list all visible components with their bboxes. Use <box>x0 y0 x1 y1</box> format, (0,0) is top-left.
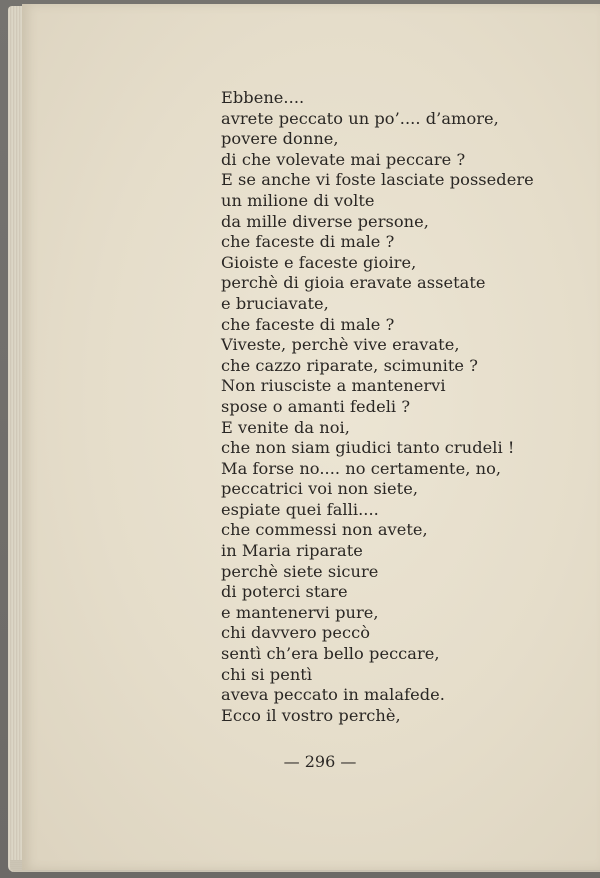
poem-line: perchè siete sicure <box>221 561 379 581</box>
poem-line: peccatrici voi non siete, <box>221 479 419 499</box>
poem-line: chi si pentì <box>221 664 313 684</box>
poem-line: spose o amanti fedeli ? <box>221 396 411 416</box>
poem-text <box>221 88 561 726</box>
page-number-footer <box>0 752 600 771</box>
poem-line: e mantenervi pure, <box>221 602 379 622</box>
poem-line: che faceste di male ? <box>221 232 395 252</box>
poem-line: di che volevate mai peccare ? <box>221 149 466 169</box>
poem-line: un milione di volte <box>221 190 375 210</box>
poem-line: che faceste di male ? <box>221 314 395 334</box>
poem-line: perchè di gioia eravate assetate <box>221 273 486 293</box>
poem-line: Viveste, perchè vive eravate, <box>221 335 460 355</box>
poem-line: e bruciavate, <box>221 293 329 313</box>
poem-line: avrete peccato un po’.... d’amore, <box>221 108 499 128</box>
poem-line: Gioiste e faceste gioire, <box>221 252 417 272</box>
poem-line: chi davvero peccò <box>221 623 370 643</box>
poem-line: che cazzo riparate, scimunite ? <box>221 355 478 375</box>
poem-line: E se anche vi foste lasciate possedere <box>221 170 534 190</box>
poem-line: sentì ch’era bello peccare, <box>221 644 440 664</box>
poem-line: povere donne, <box>221 129 339 149</box>
poem-line: Ma forse no.... no certamente, no, <box>221 458 502 478</box>
poem-line: Ecco il vostro perchè, <box>221 705 401 725</box>
poem-line: aveva peccato in malafede. <box>221 685 445 705</box>
poem-line: espiate quei falli.... <box>221 499 379 519</box>
poem-line: che non siam giudici tanto crudeli ! <box>221 438 515 458</box>
poem-line: che commessi non avete, <box>221 520 428 540</box>
poem-line: E venite da noi, <box>221 417 350 437</box>
page-number: — 296 — <box>283 752 357 771</box>
poem-line: Non riusciste a mantenervi <box>221 376 446 396</box>
poem-line: Ebbene.... <box>221 88 305 107</box>
poem-line: di poterci stare <box>221 582 348 602</box>
poem-line: da mille diverse persone, <box>221 211 429 231</box>
poem-line: in Maria riparate <box>221 541 363 561</box>
